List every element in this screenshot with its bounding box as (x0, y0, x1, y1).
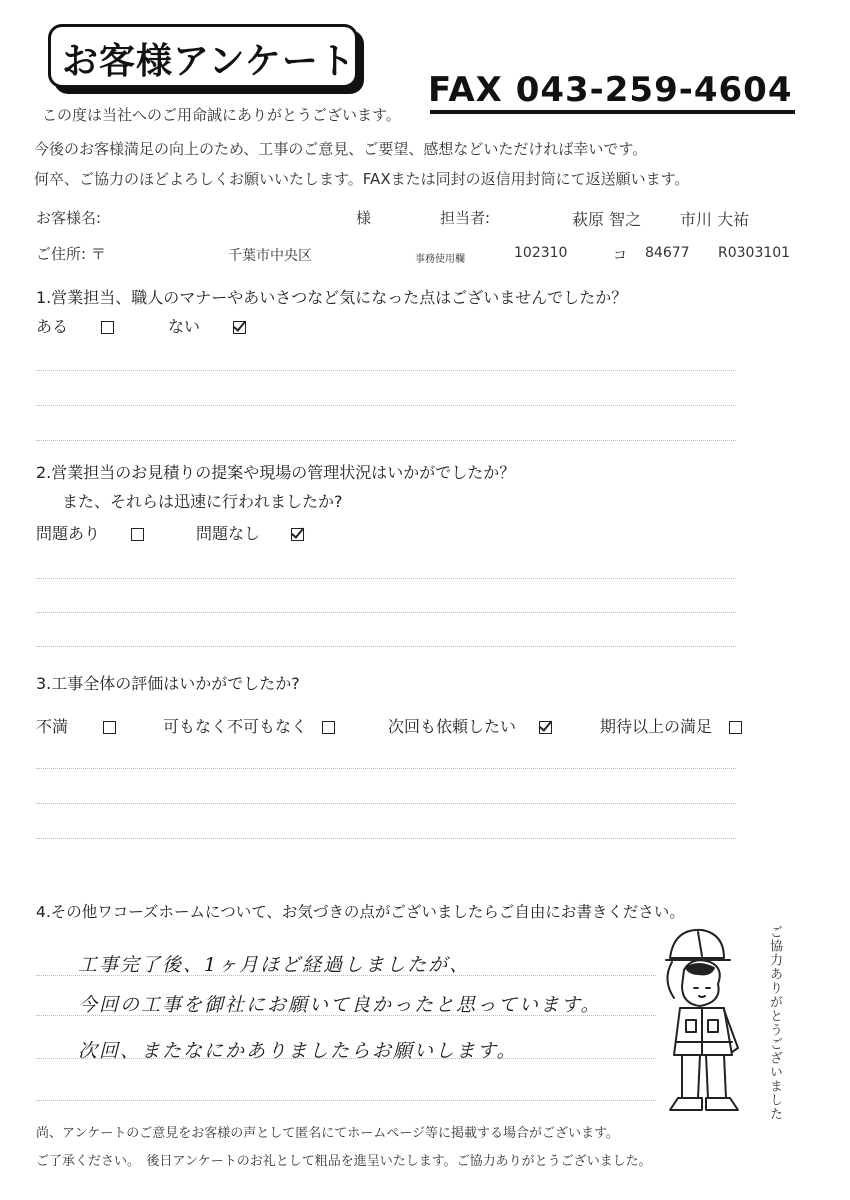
q3-option-neutral (163, 714, 335, 737)
q1-option-label: ある (36, 317, 69, 336)
footer-line-1: 尚、アンケートのご意見をお客様の声として匿名にてホームページ等に掲載する場合がございます。 (36, 1126, 619, 1141)
q2-option-problem (36, 521, 144, 544)
q2-answer-line (36, 578, 736, 579)
q4-answer-line-3: 次回、またなにかありましたらお願いします。 (78, 1040, 518, 1062)
address-value: 千葉市中央区 (228, 248, 312, 264)
q4-answer-line (36, 1100, 656, 1101)
office-use-label: 事務使用欄 (415, 254, 465, 265)
q3-option-again (388, 714, 552, 737)
q2-answer-line (36, 646, 736, 647)
q1-option-aru (36, 314, 114, 337)
staff-name-2: 市川 大祐 (680, 210, 750, 229)
q2-question: 2.営業担当のお見積りの提案や現場の管理状況はいかがでしたか？ (36, 463, 516, 482)
q3-option-label: 期待以上の満足 (600, 717, 713, 736)
staff-name-1: 萩原 智之 (572, 210, 642, 229)
q3-option-exceeded (600, 714, 742, 737)
q3-option-dissatisfied (36, 714, 116, 737)
fax-underline (430, 110, 795, 114)
q3-neutral-checkbox[interactable] (322, 721, 335, 734)
address-label: ご住所: 〒 (36, 245, 106, 263)
q3-again-checkbox[interactable] (539, 721, 552, 734)
office-code-1: 102310 (514, 245, 568, 261)
q3-option-label: 不満 (36, 717, 69, 736)
q2-answer-line (36, 612, 736, 613)
intro-line-2: 今後のお客様満足の向上のため、工事のご意見、ご要望、感想などいただければ幸いです。 (34, 140, 648, 158)
q2-option-label: 問題なし (196, 524, 261, 543)
q1-answer-line (36, 405, 736, 406)
office-code-4: R0303101 (718, 245, 791, 261)
page-title: お客様アンケート (62, 41, 356, 82)
q4-answer-line-2: 今回の工事を御社にお願いて良かったと思っています。 (78, 994, 602, 1016)
q2-problem-checkbox[interactable] (131, 528, 144, 541)
q1-option-nai (168, 314, 246, 337)
q1-answer-line (36, 370, 736, 371)
q3-question: 3.工事全体の評価はいかがでしたか? (36, 674, 300, 693)
footer-line-2: ご了承ください。 後日アンケートのお礼として粗品を進呈いたします。ご協力ありがとうございました。 (36, 1154, 652, 1169)
q2-no-problem-checkbox[interactable] (291, 528, 304, 541)
q3-answer-line (36, 768, 736, 769)
q4-answer-line-1: 工事完了後、1ヶ月ほど経過しましたが、 (78, 954, 471, 976)
q3-dissatisfied-checkbox[interactable] (103, 721, 116, 734)
q2-option-no-problem (196, 521, 304, 544)
q1-option-label: ない (168, 317, 201, 336)
side-thanks: ご協力ありがとうございました (767, 925, 782, 1121)
q2-option-label: 問題あり (36, 524, 101, 543)
q2-question-2: また、それらは迅速に行われましたか? (62, 492, 343, 511)
q3-answer-line (36, 838, 736, 839)
q1-answer-line (36, 440, 736, 441)
customer-name-label: お客様名: (36, 209, 102, 227)
intro-line-3: 何卒、ご協力のほどよろしくお願いいたします。FAXまたは同封の返信用封筒にて返送願います。 (34, 170, 690, 188)
office-code-2: コ (613, 248, 627, 264)
q1-nai-checkbox[interactable] (233, 321, 246, 334)
staff-label: 担当者: (440, 209, 491, 227)
q1-aru-checkbox[interactable] (101, 321, 114, 334)
worker-illustration (652, 920, 762, 1120)
q1-question: 1.営業担当、職人のマナーやあいさつなど気になった点はございませんでしたか？ (36, 288, 628, 307)
q3-answer-line (36, 803, 736, 804)
q3-exceeded-checkbox[interactable] (729, 721, 742, 734)
office-code-3: 84677 (645, 245, 690, 261)
q4-question: 4.その他ワコーズホームについて、お気づきの点がございましたらご自由にお書きください。 (36, 903, 685, 921)
q3-option-label: 可もなく不可もなく (163, 717, 308, 736)
fax-number: FAX 043-259-4604 (428, 70, 793, 110)
intro-line-1: この度は当社へのご用命誠にありがとうございます。 (42, 106, 401, 124)
q3-option-label: 次回も依頼したい (388, 717, 517, 736)
sama-label: 様 (356, 209, 372, 227)
